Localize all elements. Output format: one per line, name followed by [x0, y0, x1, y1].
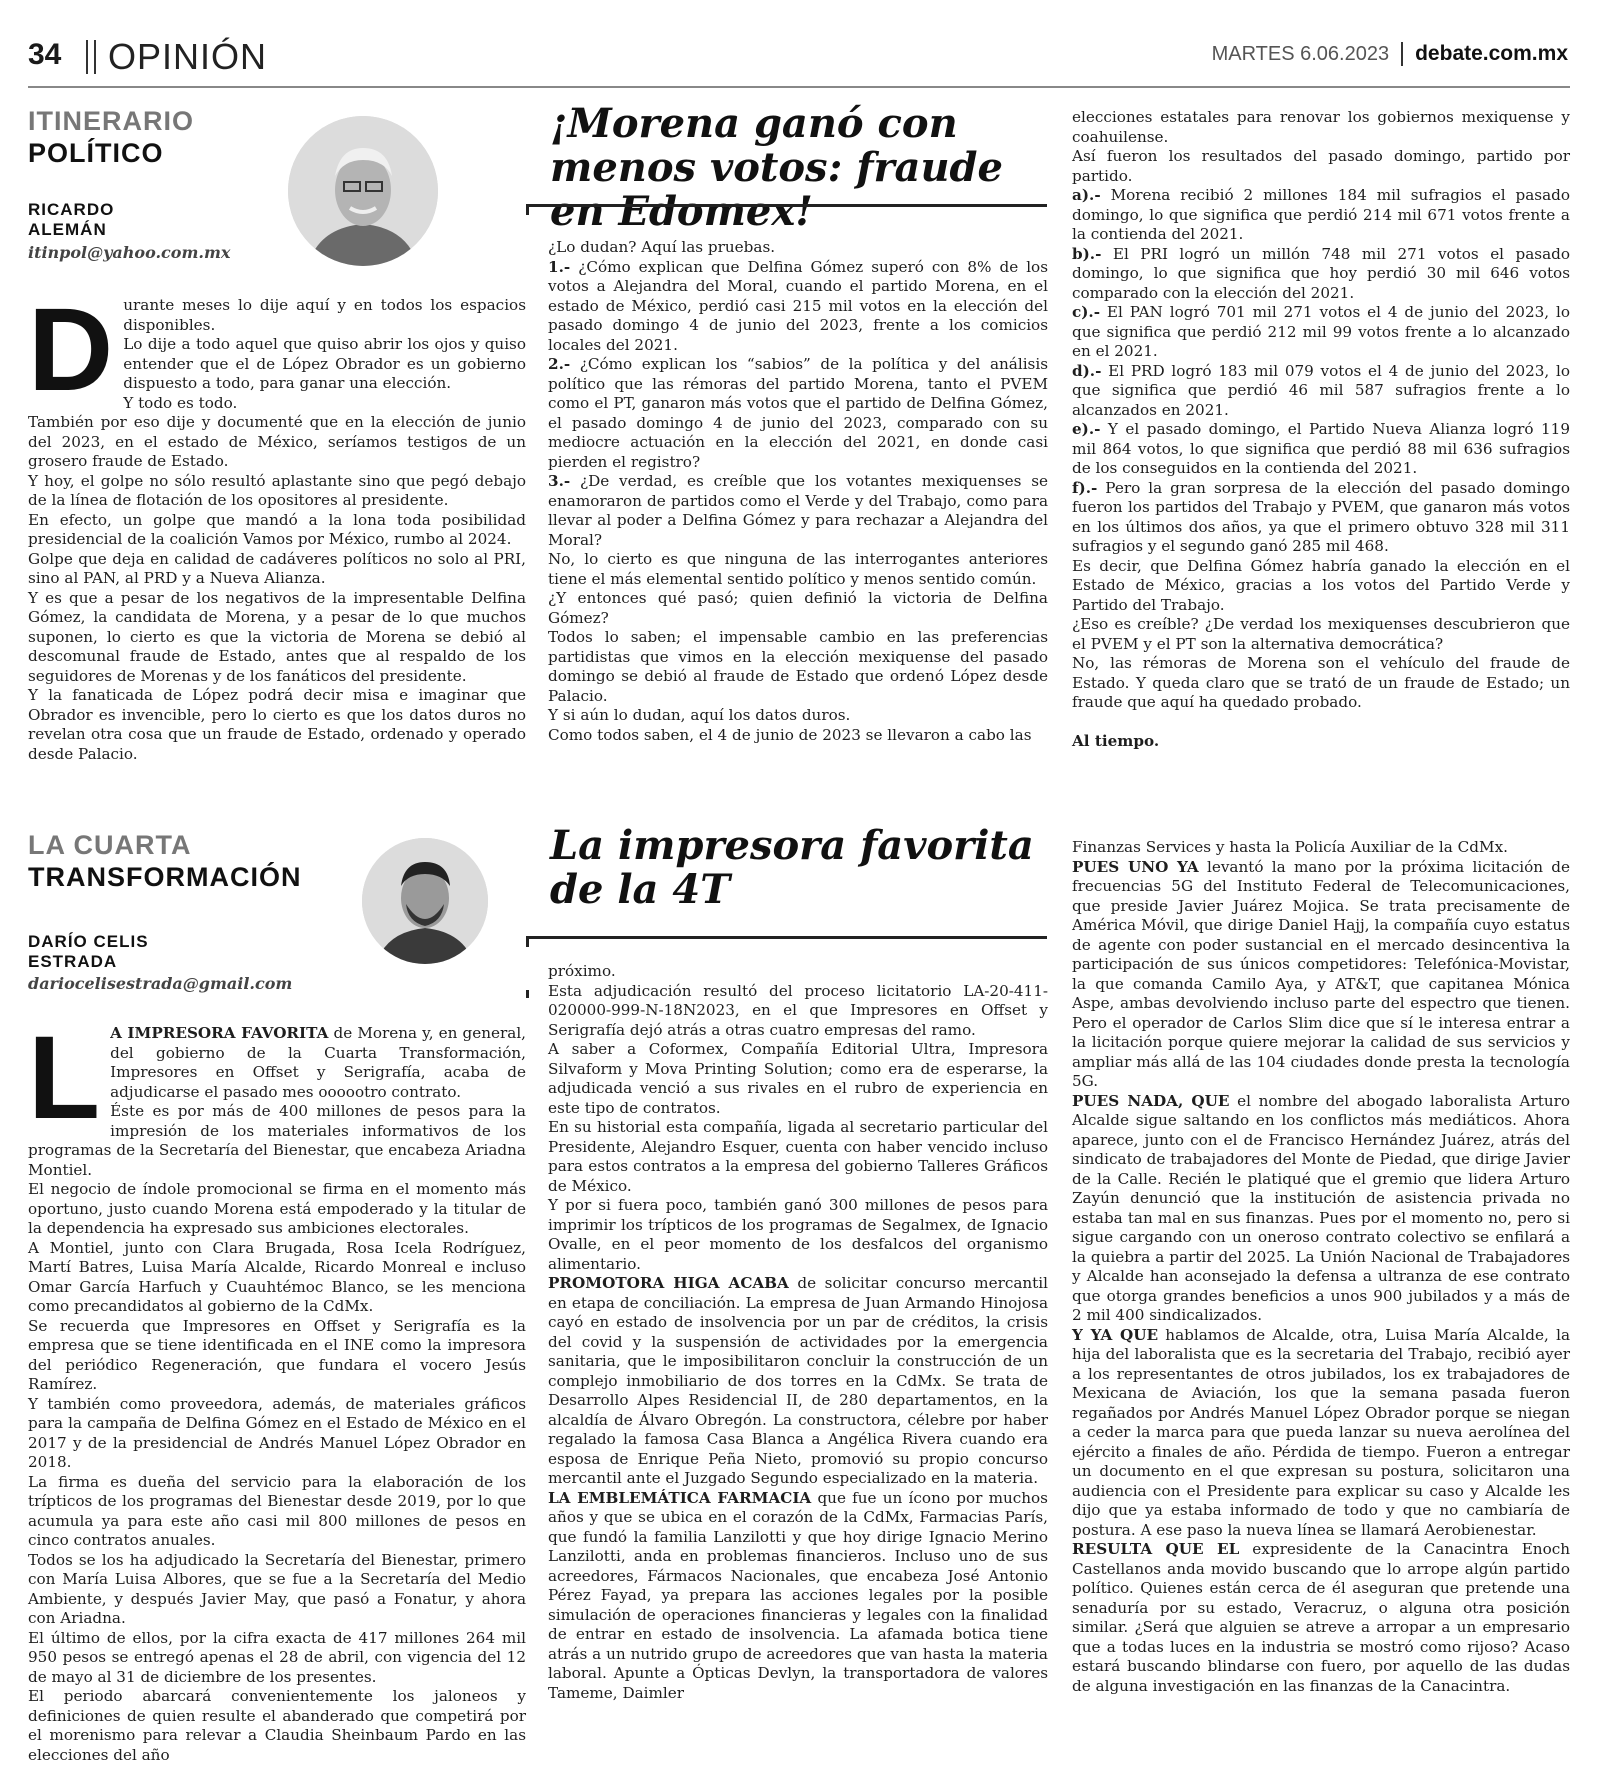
headline-frame	[526, 204, 1047, 215]
author-name	[28, 932, 149, 972]
column-1-text: urante meses lo dije aquí y en todos los espacios disponibles. Lo dije a todo aquel que quiso abrir los ojos y quiso entender que el de López Obrador es un gobierno dispuesto a todo, para ganar una elección. Y todo es todo. También por eso dije y documenté que en la elección de junio del 2023, en el estado de México, seríamos testigos de un grosero fraude de Estado. Y hoy, el golpe no sólo resultó aplastante sino que pegó debajo de la línea de flotación de los opositores al presidente. En efecto, un golpe que mandó a la lona toda posibilidad presidencial de la coalición Vamos por México, rumbo al 2024. Golpe que deja en calidad de cadáveres políticos no solo al PRI, sino al PAN, al PRD y a Nueva Alianza. Y es que a pesar de los negativos de la impresentable Delfina Gómez, la candidata de Morena, y a pesar de lo que muchos suponen, lo cierto es que la victoria de Morena se debió al descomunal fraude de Estado, antes que al respaldo de los seguidores de Morenas y de los fanáticos del presidente. Y la fanaticada de López podrá decir misa e imaginar que Obrador es invencible, pero lo cierto es que los datos duros no revelan otra cosa que un fraude de Estado, ordenado y operado desde Palacio.	[28, 296, 526, 763]
column-name: POLÍTICO	[28, 138, 164, 168]
article-column-3: elecciones estatales para renovar los gobiernos mexiquense y coahuilense. Así fueron los resultados del pasado domingo, partido por partido. a).- Morena recibió 2 millones 184 mil sufragios el pasado domingo, lo que significa que perdió 214 mil 671 votos frente a la contienda del 2021. b).- El PRI logró un millón 748 mil 271 votos el pasado domingo, lo que significa que hoy perdió 30 mil 646 votos comparado con la elección del 2021. c).- El PAN logró 701 mil 271 votos el 4 de junio del 2023, lo que significa que perdió 212 mil 99 votos frente a lo alcanzado en el 2021. d).- El PRD logró 183 mil 079 votos el 4 de junio del 2023, lo que significa que perdió 46 mil 587 sufragios frente a lo alcanzados en 2021. e).- Y el pasado domingo, el Partido Nueva Alianza logró 119 mil 864 votos, lo que significa que perdió 88 mil 636 sufragios de los conseguidos en la contienda del 2021. f).- Pero la gran sorpresa de la elección del pasado domingo fueron los partidos del Trabajo y PVEM, que ganaron más votos en los últimos dos años, ya que el primero obtuvo 328 mil 311 sufragios y el segundo ganó 285 mil 468. Es decir, que Delfina Gómez habría ganado la elección en el Estado de México, gracias a los votos del Partido Verde y Partido del Trabajo. ¿Eso es creíble? ¿De verdad los mexiquenses descubrieron que el PVEM y el PT son la alternativa democrática? No, las rémoras de Morena son el vehículo del fraude de Estado. Y queda claro que se trató de un fraude de Estado; un fraude que aquí ha quedado probado. Al tiempo.	[1072, 108, 1570, 750]
author-first: DARÍO CELIS	[28, 932, 149, 951]
author-first: RICARDO	[28, 200, 115, 219]
article-column-3: Finanzas Services y hasta la Policía Auxiliar de la CdMx. PUES UNO YA levantó la mano por la próxima licitación de frecuencias 5G del Instituto Federal de Telecomunicaciones, que preside Javier Juárez Mojica. Se trata precisamente de América Móvil, que dirige Daniel Hajj, la compañía cuyo estatus de agente con poder sustancial en el mercado desincentiva la participación de sus únicos competidores: Telefónica-Movistar, la que comanda Camilo Aya, y AT&T, que capitanea Mónica Aspe, ambas devolviendo incluso parte del espectro que tienen. Pero el operador de Carlos Slim dice que sí le interesa entrar a la licitación porque quiere mejorar la calidad de sus servicios y ampliar más allá de las 104 ciudades donde presta la tecnología 5G. PUES NADA, QUE el nombre del abogado laboralista Arturo Alcalde sigue saltando en los conflictos más mediáticos. Ahora aparece, junto con el de Francisco Hernández Juárez, atrás del sindicato de trabajadores del Monte de Piedad, que dirige Javier de la Calle. Recién le platiqué que el gremio que lidera Arturo Zayún denunció que la institución de asistencia privada no estaba tan mal en sus finanzas. Pues por el momento no, pero si sigue cargando con un oneroso contrato colectivo se enfilará a la quiebra a partir del 2025. La Unión Nacional de Trabajadores y Alcalde han aconsejado la defensa a ultranza de ese contrato que otorga grandes beneficios a unos 900 jubilados y a más de 2 mil 400 sindicalizados. Y YA QUE hablamos de Alcalde, otra, Luisa María Alcalde, la hija del laboralista que es la secretaria del Trabajo, recibió ayer a los representantes de otros jubilados, los ex trabajadores de Mexicana de Aviación, los que la semana pasada fueron regañados por Andrés Manuel López Obrador porque se niegan a ceder la marca para que pueda lanzar su nueva aerolínea del ejército a finales de año. Pérdida de tiempo. Fueron a entregar un documento en el que expresan su postura, solicitaron una audiencia con el Presidente para explicar su caso y Alcalde les dijo que ya estaba informado de todo y que no cambiaría de postura. A ese paso la nueva línea se llamará Aerobienestar. RESULTA QUE EL expresidente de la Canacintra Enoch Castellanos anda movido buscando que lo arrope algún partido político. Quienes están cerca de él aseguran que pretende una senaduría por su estado, Veracruz, o alguna otra posición similar. ¿Será que alguien se atreve a arropar a un empresario que a todas luces en la industria se mostró como rijoso? Acaso estará buscando blindarse con fuero, por aquello de las dudas de alguna investigación en las finanzas de la Canacintra.	[1072, 838, 1571, 1695]
column-kicker: ITINERARIO	[28, 106, 195, 136]
article-headline: La impresora favorita de la 4T	[550, 822, 1034, 913]
section-title: OPINIÓN	[108, 36, 268, 77]
article-headline: ¡Morena ganó con menos votos: fraude en Edomex!	[550, 100, 1003, 235]
column-kicker: LA CUARTA	[28, 830, 192, 860]
article-column-1	[28, 284, 526, 764]
header-divider	[86, 40, 96, 74]
page-number: 34	[28, 38, 62, 71]
drop-cap: L	[28, 1012, 101, 1144]
author-last: ESTRADA	[28, 952, 118, 971]
header-right	[1212, 42, 1568, 66]
author-photo	[362, 838, 488, 964]
author-name	[28, 200, 114, 240]
header-separator	[1401, 42, 1403, 66]
author-email[interactable]: itinpol@yahoo.com.mx	[28, 243, 231, 262]
article-column-2: ¿Lo dudan? Aquí las pruebas. 1.- ¿Cómo explican que Delfina Gómez superó con 8% de los votos a Alejandra del Moral, cuando el partido Morena, en el estado de México, perdió casi 215 mil votos en la elección del pasado domingo 4 de junio del 2023, frente a los comicios locales del 2021. 2.- ¿Cómo explican los “sabios” de la política y del análisis político que las rémoras del partido Morena, tanto el PVEM como el PT, ganaron más votos que el partido de Delfina Gómez, el pasado domingo 4 de junio del 2023, comparado con su mediocre actuación en la elección del 2021, en donde casi pierden el registro? 3.- ¿De verdad, es creíble que los votantes mexiquenses se enamoraron de partidos como el Verde y del Trabajo, como para llevar al poder a Delfina Gómez y para rechazar a Alejandra del Moral? No, lo cierto es que ninguna de las interrogantes anteriores tiene el más elemental sentido político y menos sentido común. ¿Y entonces qué pasó; quien definió la victoria de Delfina Gómez? Todos lo saben; el impensable cambio en las preferencias partidistas que vimos en la elección mexiquense del pasado domingo se debió al fraude de Estado que ordenó López desde Palacio. Y si aún lo dudan, aquí los datos duros. Como todos saben, el 4 de junio de 2023 se llevaron a cabo las	[548, 238, 1048, 744]
article-column-1	[28, 1012, 527, 1765]
article-column-2: próximo. Esta adjudicación resultó del proceso licitatorio LA-20-411-020000-999-N-18N2023, en el que Impresores en Offset y Serigrafía dejó atrás a otras cuatro empresas del ramo. A saber a Coformex, Compañía Editorial Ultra, Impresora Silvaform y Mova Printing Solution; como era de esperarse, la adjudicada venció a sus rivales en el rubro de experiencia en este tipo de contratos. En su historial esta compañía, ligada al secretario particular del Presidente, Alejandro Esquer, cuenta con haber vencido incluso para estos contratos a la empresa del gobierno Talleres Gráficos de México. Y por si fuera poco, también ganó 300 millones de pesos para imprimir los trípticos de los programas de Segalmex, de Ignacio Ovalle, en el peor momento de los desfalcos del organismo alimentario. PROMOTORA HIGA ACABA de solicitar concurso mercantil en etapa de conciliación. La empresa de Juan Armando Hinojosa cayó en estado de insolvencia por un par de créditos, la crisis del covid y la suspensión de actividades por la emergencia sanitaria, que le imposibilitaron concluir la construcción de un complejo inmobiliario de dos torres en la CdMx. Se trata de Desarrollo Alpes Residencial II, de 280 departamentos, en la alcaldía de Álvaro Obregón. La constructora, célebre por haber regalado la famosa Casa Blanca a Angélica Rivera cuando era esposa de Enrique Peña Nieto, promovió su propio concurso mercantil ante el Juzgado Segundo especializado en la materia. LA EMBLEMÁTICA FARMACIA que fue un ícono por muchos años y que se ubica en el corazón de la CdMx, Farmacias París, que fundó la familia Lanzilotti y que hoy dirige Ignacio Merino Lanzilotti, anda en problemas financieros. Incluso uno de sus acreedores, Fármacos Nacionales, que encabeza José Antonio Pérez Fayad, ya prepara las acciones legales por la posible simulación de operaciones financieras y legales con la finalidad de entrar en estado de insolvencia. La afamada botica tiene atrás a un nutrido grupo de acreedores que van hasta la materia laboral. Apunte a Ópticas Devlyn, la transportadora de valores Tameme, Daimler	[548, 962, 1048, 1702]
column-1-text: A IMPRESORA FAVORITA de Morena y, en general, del gobierno de la Cuarta Transformación, Impresores en Offset y Serigrafía, acaba de adjudicarse el pasado mes oooootro contrato. Éste es por más de 400 millones de pesos para la impresión de los materiales informativos de los programas de la Secretaría del Bienestar, que encabeza Ariadna Montiel. El negocio de índole promocional se firma en el momento más oportuno, justo cuando Morena está empoderado y la titular de la dependencia ha expresado sus ambiciones electorales. A Montiel, junto con Clara Brugada, Rosa Icela Rodríguez, Martí Batres, Luisa María Alcalde, Ricardo Monreal e incluso Omar García Harfuch y Cuauhtémoc Blanco, se les menciona como precandidatos al gobierno de la CdMx. Se recuerda que Impresores en Offset y Serigrafía es la empresa que se tiene identificada en el INE como la impresora del periódico Regeneración, que fundara el vocero Jesús Ramírez. Y también como proveedora, además, de materiales gráficos para la campaña de Delfina Gómez en el Estado de México en el 2017 y de la presidencial de Andrés Manuel López Obrador en 2018. La firma es dueña del servicio para la elaboración de los trípticos de los programas del Bienestar desde 2019, por lo que acumula ya para este año casi mil 800 millones de pesos en cinco contratos anuales. Todos se los ha adjudicado la Secretaría del Bienestar, primero con María Luisa Albores, que se fue a la Secretaría del Medio Ambiente, y después Javier May, que pasó a Fonatur, y ahora con Ariadna. El último de ellos, por la cifra exacta de 417 millones 264 mil 950 pesos se entregó apenas el 28 de abril, con vigencia del 12 de mayo al 31 de diciembre de los presentes. El periodo abarcará convenientemente los jaloneos y definiciones de quien resulte el abanderado que competirá por el morenismo para relevar a Claudia Sheinbaum Pardo en las elecciones del año	[28, 1024, 527, 1764]
issue-date: MARTES 6.06.2023	[1211, 42, 1390, 65]
site-name[interactable]: debate.com.mx	[1415, 42, 1568, 65]
drop-cap: D	[28, 284, 114, 416]
author-email[interactable]: dariocelisestrada@gmail.com	[28, 974, 293, 993]
headline-frame	[526, 936, 1047, 947]
header-rule	[28, 86, 1570, 88]
author-last: ALEMÁN	[28, 220, 107, 239]
column-name: TRANSFORMACIÓN	[28, 862, 302, 892]
author-photo	[288, 116, 438, 266]
